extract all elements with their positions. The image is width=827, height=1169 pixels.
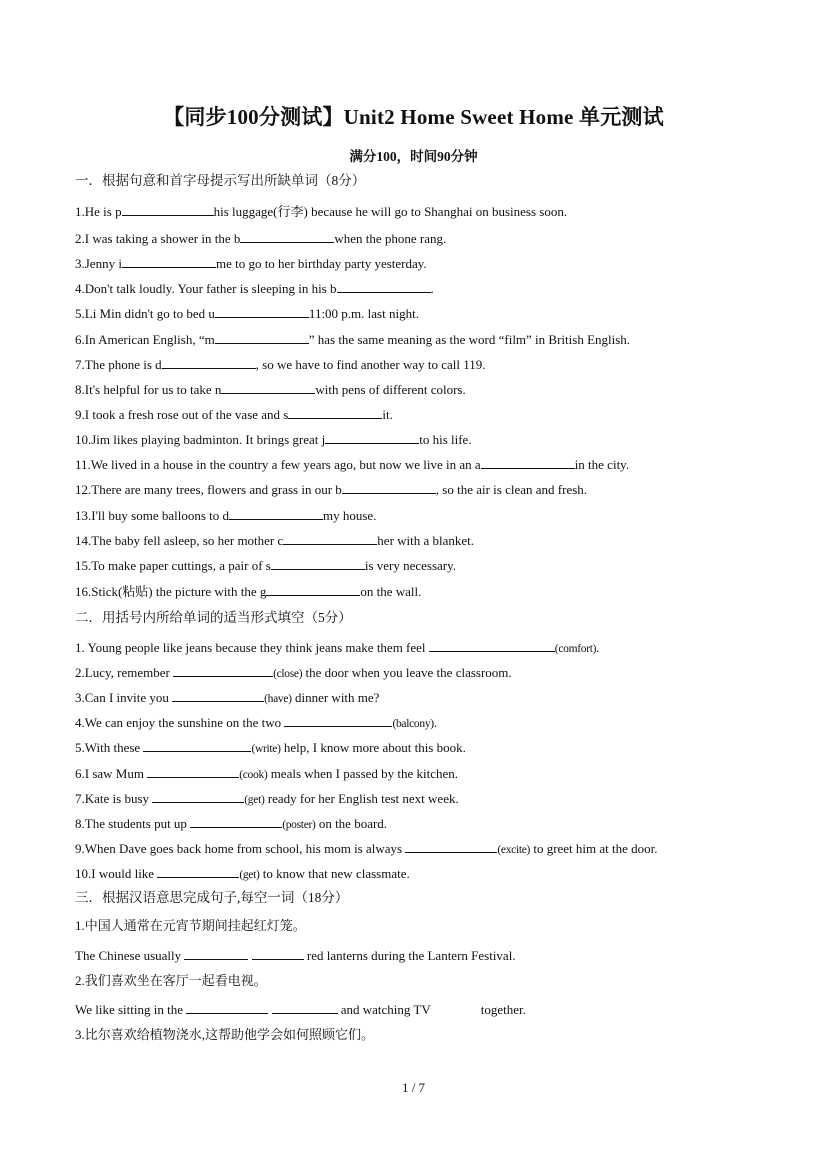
section1-item-15: 15.To make paper cuttings, a pair of s is very necessary. <box>75 558 457 573</box>
section2-item-9: 9.When Dave goes back home from school, his mom is always (excite) to greet him at the door. <box>75 841 658 856</box>
section2-item-8: 8.The students put up (poster) on the board. <box>75 816 388 831</box>
section1-item-12: 12.There are many trees, flowers and grass in our b , so the air is clean and fresh. <box>75 482 588 497</box>
answer-blank[interactable] <box>186 1000 268 1014</box>
answer-blank[interactable] <box>272 1000 338 1014</box>
section2-heading: 二．用括号内所给单词的适当形式填空（5分） <box>75 610 352 625</box>
answer-blank[interactable] <box>157 864 239 878</box>
answer-blank[interactable] <box>252 946 304 960</box>
section2-item-4: 4.We can enjoy the sunshine on the two (balcony). <box>75 715 438 730</box>
section1-item-2: 2.I was taking a shower in the b when the phone rang. <box>75 231 447 246</box>
answer-blank[interactable] <box>215 304 309 318</box>
section1-heading: 一．根据句意和首字母提示写出所缺单词（8分） <box>75 173 366 188</box>
section2-item-7: 7.Kate is busy (get) ready for her English test next week. <box>75 791 459 806</box>
answer-blank[interactable] <box>481 455 575 469</box>
answer-blank[interactable] <box>288 405 382 419</box>
section1-item-4: 4.Don't talk loudly. Your father is sleeping in his b . <box>75 281 434 296</box>
answer-blank[interactable] <box>284 713 392 727</box>
answer-blank[interactable] <box>122 202 214 216</box>
section3-heading: 三．根据汉语意思完成句子,每空一词（18分） <box>75 890 349 905</box>
section1-item-9: 9.I took a fresh rose out of the vase and s it. <box>75 407 393 422</box>
section2-item-6: 6.I saw Mum (cook) meals when I passed by the kitchen. <box>75 766 459 781</box>
page-number: 1 / 7 <box>401 1080 426 1095</box>
section2-item-10: 10.I would like (get) to know that new classmate. <box>75 866 410 881</box>
section1-item-14: 14.The baby fell asleep, so her mother c her with a blanket. <box>75 533 475 548</box>
answer-blank[interactable] <box>147 764 239 778</box>
section1-item-5: 5.Li Min didn't go to bed u 11:00 p.m. last night. <box>75 306 419 321</box>
section1-item-13: 13.I'll buy some balloons to d my house. <box>75 508 377 523</box>
answer-blank[interactable] <box>190 814 282 828</box>
answer-blank[interactable] <box>271 556 365 570</box>
section3-q1-english: The Chinese usually red lanterns during the Lantern Festival. <box>75 948 516 963</box>
section2-item-1: 1. Young people like jeans because they think jeans make them feel (comfort). <box>75 640 600 655</box>
section1-item-16: 16.Stick(粘贴) the picture with the g on the wall. <box>75 584 422 599</box>
answer-blank[interactable] <box>283 531 377 545</box>
answer-blank[interactable] <box>122 254 216 268</box>
section1-item-6: 6.In American English, “m ” has the same meaning as the word “film” in British English. <box>75 332 631 347</box>
answer-blank[interactable] <box>162 355 256 369</box>
answer-blank[interactable] <box>173 663 273 677</box>
section1-item-11: 11.We lived in a house in the country a few years ago, but now we live in an a in the city. <box>75 457 630 472</box>
answer-blank[interactable] <box>266 582 360 596</box>
section1-item-3: 3.Jenny i me to go to her birthday party yesterday. <box>75 256 427 271</box>
section3-q2-english: We like sitting in the and watching TV together. <box>75 1002 526 1017</box>
section2-item-2: 2.Lucy, remember (close) the door when you leave the classroom. <box>75 665 512 680</box>
answer-blank[interactable] <box>405 839 497 853</box>
answer-blank[interactable] <box>325 430 419 444</box>
section1-item-7: 7.The phone is d , so we have to find another way to call 119. <box>75 357 486 372</box>
section2-item-5: 5.With these (write) help, I know more about this book. <box>75 740 466 755</box>
document-title: 【同步100分测试】Unit2 Home Sweet Home 单元测试 <box>163 105 664 129</box>
answer-blank[interactable] <box>221 380 315 394</box>
answer-blank[interactable] <box>215 330 309 344</box>
section3-q3-chinese: 3.比尔喜欢给植物浇水,这帮助他学会如何照顾它们。 <box>75 1027 375 1042</box>
section3-q1-chinese: 1.中国人通常在元宵节期间挂起红灯笼。 <box>75 918 306 933</box>
answer-blank[interactable] <box>342 480 436 494</box>
section1-item-1: 1.He is p his luggage(行李) because he will go to Shanghai on business soon. <box>75 204 568 219</box>
answer-blank[interactable] <box>240 229 334 243</box>
document-subtitle: 满分100，时间90分钟 <box>349 149 478 164</box>
section3-q2-chinese: 2.我们喜欢坐在客厅一起看电视。 <box>75 973 267 988</box>
answer-blank[interactable] <box>184 946 248 960</box>
answer-blank[interactable] <box>152 789 244 803</box>
answer-blank[interactable] <box>172 688 264 702</box>
answer-blank[interactable] <box>229 506 323 520</box>
answer-blank[interactable] <box>337 279 431 293</box>
section1-item-10: 10.Jim likes playing badminton. It brings great j to his life. <box>75 432 472 447</box>
section1-item-8: 8.It's helpful for us to take n with pens of different colors. <box>75 382 466 397</box>
answer-blank[interactable] <box>429 638 555 652</box>
section2-item-3: 3.Can I invite you (have) dinner with me? <box>75 690 380 705</box>
answer-blank[interactable] <box>143 738 251 752</box>
